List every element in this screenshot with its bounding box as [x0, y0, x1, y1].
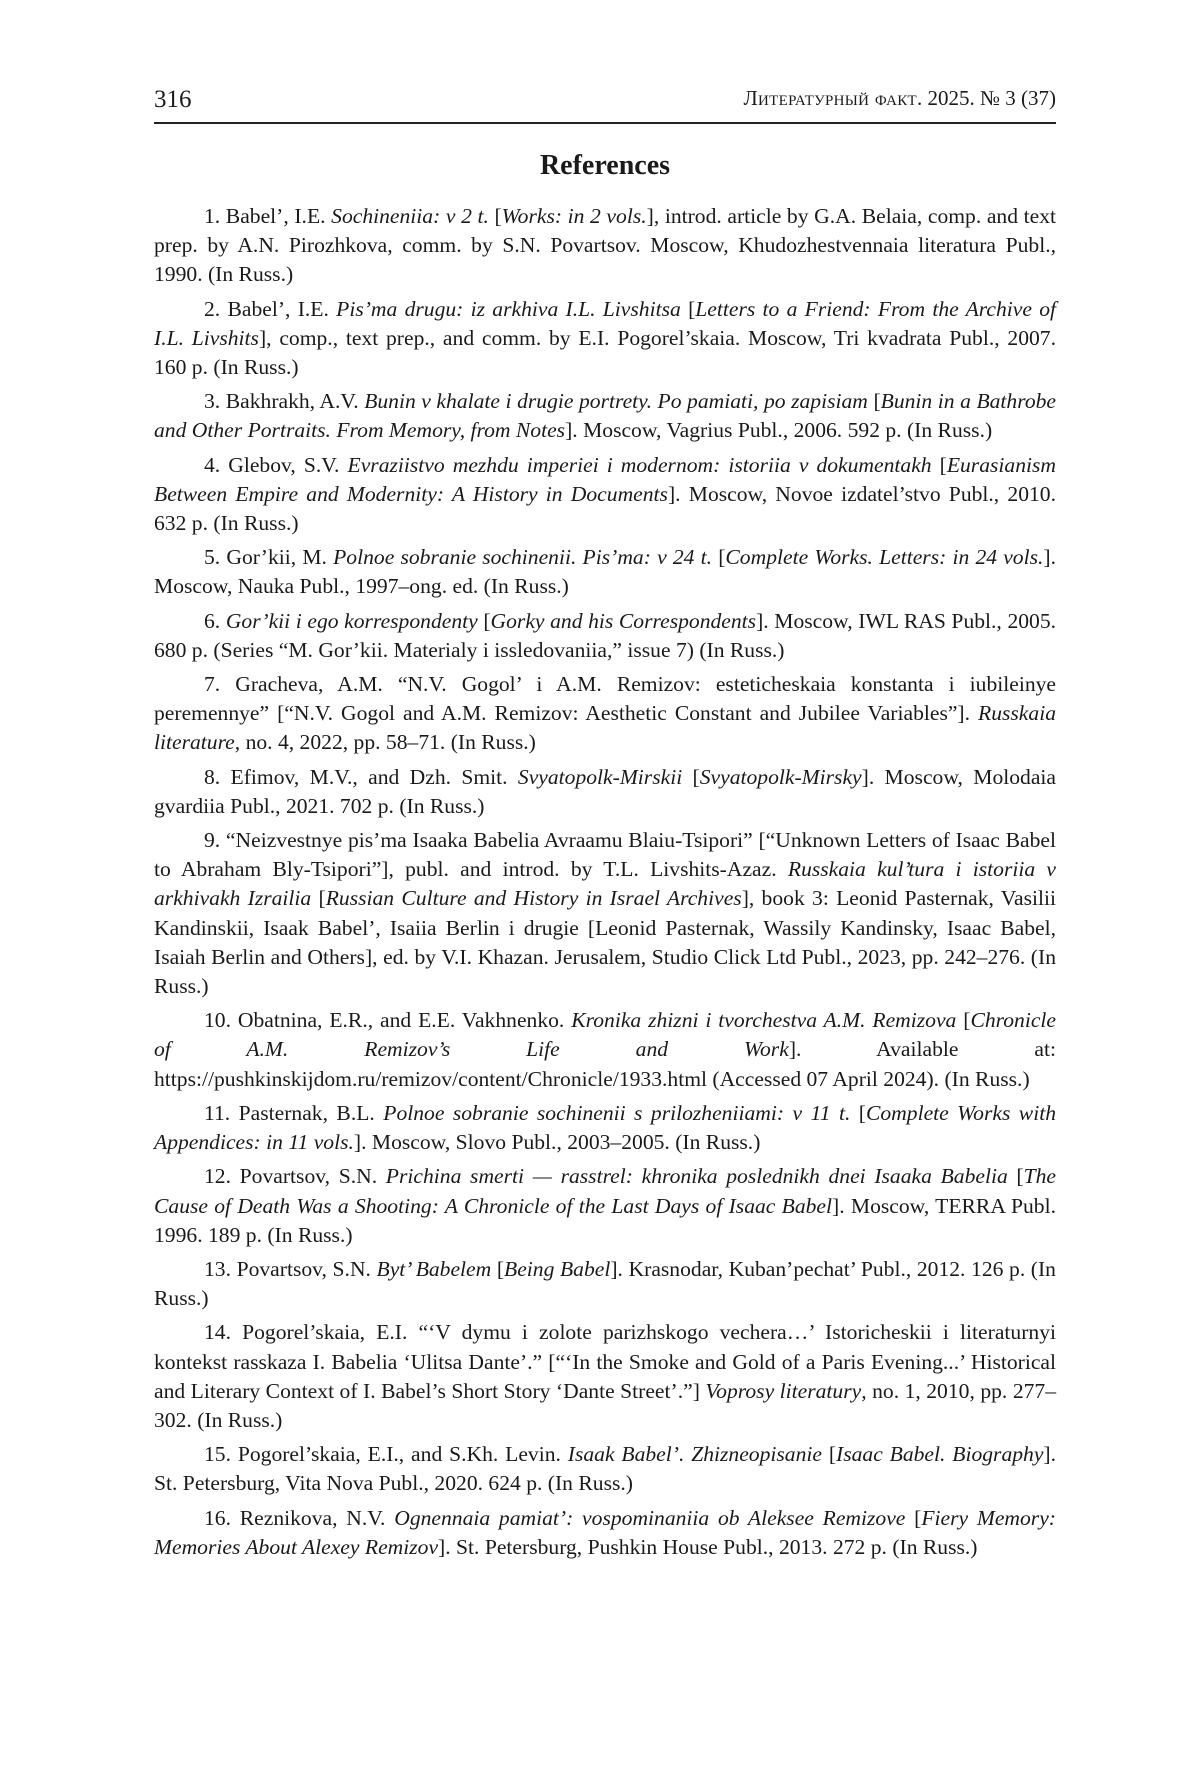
- reference-text: ]. Moscow, TERRA Publ. 1996. 189 p. (In Russ.): [154, 1193, 1056, 1247]
- reference-title-italic: The Cause of Death Was a Shooting: A Chronicle of the Last Days of Isaac Babel: [154, 1164, 1057, 1218]
- reference-text: 10. Obatnina, E.R., and E.E. Vakhnenko.: [204, 1008, 572, 1033]
- reference-text: 2. Babel’, I.E.: [204, 296, 337, 321]
- reference-item: [154, 1162, 1056, 1250]
- reference-text: 8. Efimov, M.V., and Dzh. Smit.: [204, 764, 518, 789]
- reference-title-italic: Svyatopolk-Mirskii: [517, 764, 683, 789]
- reference-title-italic: Evraziistvo mezhdu imperiei i modernom: istoriia v dokumentakh: [347, 452, 932, 477]
- reference-title-italic: Complete Works. Letters: in 24 vols.: [725, 545, 1044, 570]
- reference-item: [154, 826, 1056, 1001]
- reference-text: [: [1007, 1164, 1024, 1189]
- reference-text: [: [680, 296, 696, 321]
- reference-text: [: [821, 1442, 837, 1467]
- reference-item: [154, 202, 1056, 290]
- reference-text: [: [850, 1100, 866, 1125]
- reference-title-italic: Pis’ma drugu: iz arkhiva I.L. Livshitsa: [336, 296, 681, 321]
- reference-title-italic: Fiery Memory: Memories About Alexey Remizov: [154, 1505, 1056, 1559]
- reference-item: [154, 451, 1056, 539]
- reference-title-italic: Russian Culture and History in Israel Archives: [325, 886, 742, 911]
- running-header: [154, 86, 1056, 124]
- reference-text: 16. Reznikova, N.V.: [204, 1505, 395, 1530]
- reference-text: [: [712, 545, 726, 570]
- reference-text: 11. Pasternak, B.L.: [204, 1100, 384, 1125]
- reference-title-italic: Russkaia literature: [154, 701, 1056, 755]
- reference-text: [: [956, 1008, 971, 1033]
- reference-title-italic: Sochineniia: v 2 t.: [331, 204, 489, 228]
- journal-title: [744, 86, 1057, 111]
- reference-title-italic: Complete Works with Appendices: in 11 vols.: [154, 1100, 1057, 1155]
- reference-title-italic: Kronika zhizni i tvorchestva A.M. Remizova: [571, 1008, 957, 1033]
- reference-title-italic: Gorky and his Correspondents: [490, 608, 757, 633]
- section-title: References: [539, 150, 671, 181]
- reference-text: 13. Povartsov, S.N.: [204, 1256, 377, 1281]
- reference-text: 4. Glebov, S.V.: [204, 452, 348, 477]
- reference-text: 5. Gor’kii, M.: [204, 545, 334, 570]
- reference-text: 12. Povartsov, S.N.: [204, 1164, 386, 1189]
- reference-item: [154, 670, 1056, 758]
- reference-text: 9. “Neizvestnye pis’ma Isaaka Babelia Avraamu Blaiu-Tsipori” [“Unknown Letters of Isaac Babel to Abraham Bly-Tsipori”], publ. and introd. by T.L. Livshits-Azaz.: [154, 828, 1056, 882]
- reference-text: [: [931, 452, 947, 477]
- reference-text: ]. Krasnodar, Kuban’pechat’ Publ., 2012. 126 p. (In Russ.): [154, 1256, 1056, 1311]
- reference-title-italic: Prichina smerti — rasstrel: khronika poslednikh dnei Isaaka Babelia: [385, 1164, 1008, 1189]
- reference-text: [: [311, 886, 326, 911]
- reference-title-italic: Gor’kii i ego korrespondenty: [225, 608, 478, 633]
- reference-text: [: [477, 608, 491, 633]
- reference-text: , no. 4, 2022, pp. 58–71. (In Russ.): [234, 730, 536, 755]
- journal-issue: . 2025. № 3 (37): [916, 86, 1056, 110]
- reference-title-italic: Being Babel: [504, 1256, 611, 1281]
- reference-title-italic: Isaac Babel. Biography: [836, 1442, 1044, 1467]
- reference-item: [154, 295, 1056, 383]
- reference-text: ], book 3: Leonid Pasternak, Vasilii Kandinskii, Isaak Babel’, Isaiia Berlin i drugie [Leonid Pasternak, Wassily Kandinsky, Isaac Babel, Isaiah Berlin and Others], ed. by V.I. Khazan. Jerusalem, Studio Click Ltd Publ., 2023, pp. 242–276. (In Russ.): [154, 886, 1056, 999]
- reference-text: [: [905, 1505, 922, 1530]
- reference-text: 14. Pogorel’skaia, E.I. “‘V dymu i zolote parizhskogo vechera…’ Istoricheskii i literaturnyi kontekst rasskaza I. Babelia ‘Ulitsa Dante’.” [“‘In the Smoke and Gold of a Paris Evening...’ Historical and Literary Context of I. Babel’s Short Story ‘Dante Street’.”]: [154, 1320, 1056, 1403]
- reference-text: 3. Bakhrakh, A.V.: [204, 389, 365, 414]
- reference-title-italic: Bunin in a Bathrobe and Other Portraits. From Memory, from Notes: [154, 389, 1057, 443]
- reference-item: [154, 1099, 1056, 1157]
- reference-list: [154, 202, 1056, 1567]
- reference-title-italic: Byt’ Babelem: [376, 1256, 492, 1281]
- reference-text: [: [488, 204, 502, 228]
- reference-item: [154, 1504, 1056, 1562]
- reference-item: [154, 1006, 1056, 1094]
- reference-title-italic: Polnoe sobranie sochinenii. Pis’ma: v 24 t.: [333, 545, 713, 570]
- reference-text: [: [682, 764, 700, 789]
- reference-title-italic: Chronicle of A.M. Remizov’s Life and Work: [154, 1008, 1057, 1062]
- reference-text: ]. Moscow, Vagrius Publ., 2006. 592 p. (In Russ.): [565, 418, 993, 443]
- journal-name: Литературный факт: [743, 86, 917, 110]
- reference-title-italic: Russkaia kul’tura i istoriia v arkhivakh Izrailia: [154, 857, 1056, 911]
- reference-text: 7. Gracheva, A.M. “N.V. Gogol’ i A.M. Remizov: esteticheskaia konstanta i iubileinye peremennye” [“N.V. Gogol and A.M. Remizov: Aesthetic Constant and Jubilee Variables”].: [154, 672, 1056, 726]
- page-number: 316: [154, 86, 192, 113]
- reference-item: [154, 607, 1056, 665]
- reference-text: ], introd. article by G.A. Belaia, comp. and text prep. by A.N. Pirozhkova, comm. by S.N. Povartsov. Moscow, Khudozhestvennaia literatura Publ., 1990. (In Russ.): [154, 204, 1056, 287]
- reference-title-italic: Polnoe sobranie sochinenii s prilozheniiami: v 11 t.: [383, 1100, 851, 1125]
- reference-text: ]. Moscow, Novoe izdatel’stvo Publ., 2010. 632 p. (In Russ.): [154, 481, 1056, 536]
- reference-title-italic: Ognennaia pamiat’: vospominaniia ob Aleksee Remizove: [394, 1505, 906, 1530]
- reference-title-italic: Eurasianism Between Empire and Modernity: A History in Documents: [154, 452, 1056, 506]
- reference-item: [154, 1440, 1056, 1498]
- reference-text: ]. Moscow, Nauka Publ., 1997–ong. ed. (In Russ.): [154, 545, 1056, 599]
- reference-text: 15. Pogorel’skaia, E.I., and S.Kh. Levin.: [204, 1442, 568, 1467]
- reference-item: [154, 763, 1056, 821]
- reference-text: ]. Moscow, Slovo Publ., 2003–2005. (In Russ.): [353, 1130, 761, 1155]
- reference-title-italic: Works: in 2 vols.: [501, 204, 647, 228]
- reference-text: ], comp., text prep., and comm. by E.I. Pogorel’skaia. Moscow, Tri kvadrata Publ., 2007. 160 p. (In Russ.): [154, 325, 1056, 380]
- reference-text: 1. Babel’, I.E.: [204, 204, 332, 228]
- reference-text: ]. St. Petersburg, Pushkin House Publ., 2013. 272 p. (In Russ.): [438, 1534, 978, 1559]
- reference-item: [154, 1255, 1056, 1313]
- reference-title-italic: Bunin v khalate i drugie portrety. Po pamiati, po zapisiam: [364, 389, 868, 414]
- reference-text: 6.: [204, 608, 226, 633]
- reference-text: [: [867, 389, 881, 414]
- reference-text: ]. Moscow, Molodaia gvardiia Publ., 2021. 702 p. (In Russ.): [154, 764, 1056, 818]
- reference-title-italic: Letters to a Friend: From the Archive of I.L. Livshits: [154, 296, 1056, 350]
- reference-title-italic: Voprosy literatury: [705, 1378, 862, 1403]
- reference-text: [: [491, 1256, 505, 1281]
- reference-text: ]. St. Petersburg, Vita Nova Publ., 2020. 624 p. (In Russ.): [154, 1442, 1057, 1496]
- reference-text: , no. 1, 2010, pp. 277–302. (In Russ.): [154, 1378, 1057, 1432]
- reference-title-italic: Svyatopolk-Mirsky: [699, 764, 862, 789]
- reference-text: ]. Moscow, IWL RAS Publ., 2005. 680 p. (Series “M. Gor’kii. Materialy i issledovaniia,” issue 7) (In Russ.): [154, 608, 1057, 662]
- reference-item: [154, 543, 1056, 601]
- reference-item: [154, 387, 1056, 445]
- reference-item: [154, 1318, 1056, 1435]
- reference-title-italic: Isaak Babel’. Zhizneopisanie: [567, 1442, 822, 1467]
- reference-text: ]. Available at: https://pushkinskijdom.ru/remizov/content/Chronicle/1933.html (Accessed 07 April 2024). (In Russ.): [154, 1037, 1057, 1091]
